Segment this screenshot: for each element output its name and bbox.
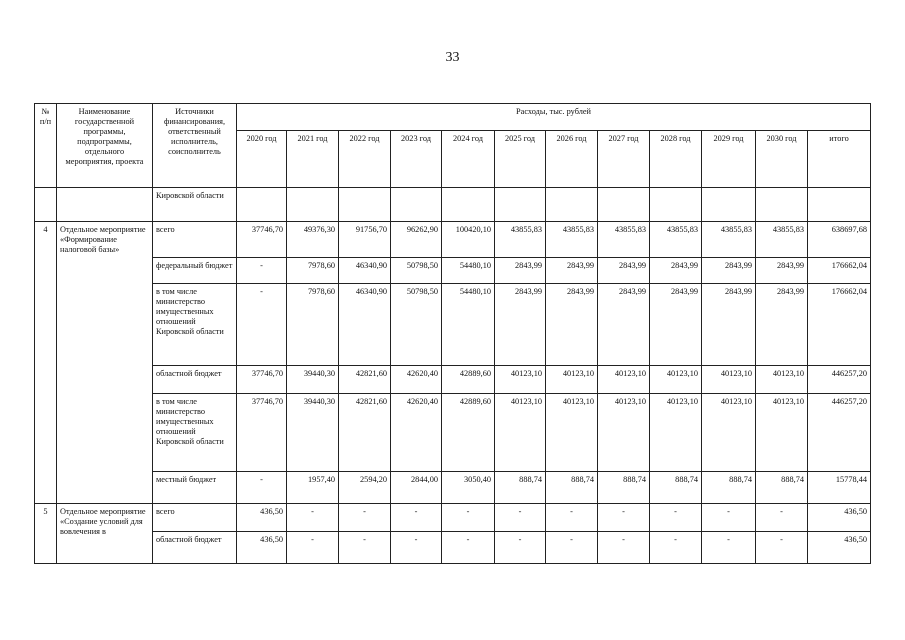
- budget-table: [34, 103, 871, 564]
- col-header-expenses: Расходы, тыс. рублей: [237, 104, 871, 131]
- table-row: [35, 366, 871, 394]
- col-header-name: Наименование государственной программы, подпрограммы, отдельного мероприятия, проекта: [57, 104, 153, 188]
- value-cell: -: [650, 504, 702, 532]
- table-cell: [339, 188, 391, 222]
- value-cell: 39440,30: [287, 366, 339, 394]
- value-cell: 50798,50: [391, 258, 442, 284]
- value-cell: 40123,10: [546, 366, 598, 394]
- table-row: [35, 504, 871, 532]
- value-cell: 40123,10: [598, 394, 650, 472]
- table-cell: [237, 188, 287, 222]
- value-cell: 2843,99: [495, 284, 546, 366]
- source-cell: местный бюджет: [153, 472, 237, 504]
- year-header: 2023 год: [391, 131, 442, 188]
- value-cell: 436,50: [237, 532, 287, 564]
- total-cell: 446257,20: [808, 394, 871, 472]
- total-cell: 176662,04: [808, 258, 871, 284]
- value-cell: -: [391, 504, 442, 532]
- source-cell: в том числе министерство имущественных отношений Кировской области: [153, 284, 237, 366]
- source-cell: областной бюджет: [153, 532, 237, 564]
- value-cell: 2843,99: [756, 284, 808, 366]
- value-cell: 40123,10: [702, 394, 756, 472]
- value-cell: 40123,10: [546, 394, 598, 472]
- total-cell: 446257,20: [808, 366, 871, 394]
- value-cell: 37746,70: [237, 222, 287, 258]
- value-cell: 42620,40: [391, 366, 442, 394]
- value-cell: 2843,99: [598, 258, 650, 284]
- value-cell: -: [598, 504, 650, 532]
- item-number: 5: [35, 504, 57, 564]
- table-cell: [35, 188, 57, 222]
- value-cell: 37746,70: [237, 366, 287, 394]
- col-header-num: № п/п: [35, 104, 57, 188]
- value-cell: 43855,83: [546, 222, 598, 258]
- value-cell: -: [495, 504, 546, 532]
- value-cell: -: [287, 504, 339, 532]
- year-header: 2024 год: [442, 131, 495, 188]
- value-cell: 40123,10: [650, 366, 702, 394]
- year-header: 2020 год: [237, 131, 287, 188]
- value-cell: -: [756, 504, 808, 532]
- total-cell: 436,50: [808, 532, 871, 564]
- year-header: 2028 год: [650, 131, 702, 188]
- value-cell: 40123,10: [495, 366, 546, 394]
- value-cell: -: [650, 532, 702, 564]
- table-row: [35, 532, 871, 564]
- value-cell: 2843,99: [702, 284, 756, 366]
- value-cell: 2843,99: [650, 258, 702, 284]
- value-cell: 39440,30: [287, 394, 339, 472]
- source-cell: всего: [153, 504, 237, 532]
- value-cell: 43855,83: [650, 222, 702, 258]
- table-cell: [57, 188, 153, 222]
- value-cell: 43855,83: [756, 222, 808, 258]
- value-cell: -: [546, 532, 598, 564]
- value-cell: 54480,10: [442, 258, 495, 284]
- total-cell: 638697,68: [808, 222, 871, 258]
- value-cell: 40123,10: [756, 394, 808, 472]
- value-cell: 46340,90: [339, 258, 391, 284]
- value-cell: -: [237, 258, 287, 284]
- value-cell: -: [391, 532, 442, 564]
- table-cell: [598, 188, 650, 222]
- year-header: 2027 год: [598, 131, 650, 188]
- value-cell: -: [442, 504, 495, 532]
- value-cell: 2843,99: [495, 258, 546, 284]
- value-cell: 46340,90: [339, 284, 391, 366]
- value-cell: 40123,10: [702, 366, 756, 394]
- source-cell: федеральный бюджет: [153, 258, 237, 284]
- table-row: [35, 284, 871, 366]
- value-cell: 2843,99: [650, 284, 702, 366]
- value-cell: 2594,20: [339, 472, 391, 504]
- value-cell: -: [287, 532, 339, 564]
- value-cell: -: [702, 504, 756, 532]
- table-cell: [546, 188, 598, 222]
- value-cell: 2843,99: [702, 258, 756, 284]
- value-cell: 37746,70: [237, 394, 287, 472]
- value-cell: 43855,83: [495, 222, 546, 258]
- value-cell: -: [442, 532, 495, 564]
- value-cell: 2844,00: [391, 472, 442, 504]
- table-cell: [287, 188, 339, 222]
- value-cell: 91756,70: [339, 222, 391, 258]
- table-body: [35, 188, 871, 564]
- value-cell: 40123,10: [598, 366, 650, 394]
- value-cell: 50798,50: [391, 284, 442, 366]
- value-cell: 3050,40: [442, 472, 495, 504]
- year-header: 2022 год: [339, 131, 391, 188]
- value-cell: 42620,40: [391, 394, 442, 472]
- value-cell: -: [237, 284, 287, 366]
- year-header: 2030 год: [756, 131, 808, 188]
- table-row: [35, 394, 871, 472]
- col-header-source: Источники финансирования, ответственный исполнитель, соисполнитель: [153, 104, 237, 188]
- year-header: 2026 год: [546, 131, 598, 188]
- year-header-total: итого: [808, 131, 871, 188]
- value-cell: 888,74: [546, 472, 598, 504]
- table-cell: [702, 188, 756, 222]
- value-cell: 42821,60: [339, 394, 391, 472]
- value-cell: 2843,99: [546, 284, 598, 366]
- item-name: Отдельное мероприятие «Создание условий для вовлечения в: [57, 504, 153, 564]
- source-cell: всего: [153, 222, 237, 258]
- year-header: 2029 год: [702, 131, 756, 188]
- year-header: 2025 год: [495, 131, 546, 188]
- total-cell: 15778,44: [808, 472, 871, 504]
- value-cell: 888,74: [650, 472, 702, 504]
- value-cell: 7978,60: [287, 284, 339, 366]
- value-cell: 7978,60: [287, 258, 339, 284]
- table-cell: [391, 188, 442, 222]
- value-cell: -: [495, 532, 546, 564]
- table-cell: [650, 188, 702, 222]
- table-row: [35, 222, 871, 258]
- value-cell: 96262,90: [391, 222, 442, 258]
- value-cell: 2843,99: [546, 258, 598, 284]
- value-cell: -: [702, 532, 756, 564]
- value-cell: -: [598, 532, 650, 564]
- table-row: [35, 188, 871, 222]
- value-cell: 2843,99: [598, 284, 650, 366]
- source-cell: областной бюджет: [153, 366, 237, 394]
- table-cell: [808, 188, 871, 222]
- value-cell: 40123,10: [756, 366, 808, 394]
- value-cell: 54480,10: [442, 284, 495, 366]
- source-cell: в том числе министерство имущественных отношений Кировской области: [153, 394, 237, 472]
- value-cell: 49376,30: [287, 222, 339, 258]
- total-cell: 176662,04: [808, 284, 871, 366]
- value-cell: -: [237, 472, 287, 504]
- table-cell: [756, 188, 808, 222]
- value-cell: 888,74: [756, 472, 808, 504]
- table-cell: [495, 188, 546, 222]
- table-cell: [442, 188, 495, 222]
- value-cell: 40123,10: [495, 394, 546, 472]
- value-cell: 42889,60: [442, 394, 495, 472]
- item-number: 4: [35, 222, 57, 504]
- value-cell: 100420,10: [442, 222, 495, 258]
- item-name: Отдельное мероприятие «Формирование налоговой базы»: [57, 222, 153, 504]
- value-cell: 436,50: [237, 504, 287, 532]
- value-cell: 42821,60: [339, 366, 391, 394]
- table-row: [35, 258, 871, 284]
- value-cell: 43855,83: [598, 222, 650, 258]
- table-row: [35, 472, 871, 504]
- value-cell: 40123,10: [650, 394, 702, 472]
- value-cell: 43855,83: [702, 222, 756, 258]
- year-header: 2021 год: [287, 131, 339, 188]
- value-cell: -: [546, 504, 598, 532]
- value-cell: 888,74: [702, 472, 756, 504]
- total-cell: 436,50: [808, 504, 871, 532]
- value-cell: 888,74: [598, 472, 650, 504]
- header-row: [35, 104, 871, 131]
- value-cell: -: [339, 504, 391, 532]
- value-cell: 2843,99: [756, 258, 808, 284]
- value-cell: -: [756, 532, 808, 564]
- value-cell: 42889,60: [442, 366, 495, 394]
- value-cell: 1957,40: [287, 472, 339, 504]
- source-cell: Кировской области: [153, 188, 237, 222]
- value-cell: -: [339, 532, 391, 564]
- value-cell: 888,74: [495, 472, 546, 504]
- page-number: 33: [445, 50, 460, 65]
